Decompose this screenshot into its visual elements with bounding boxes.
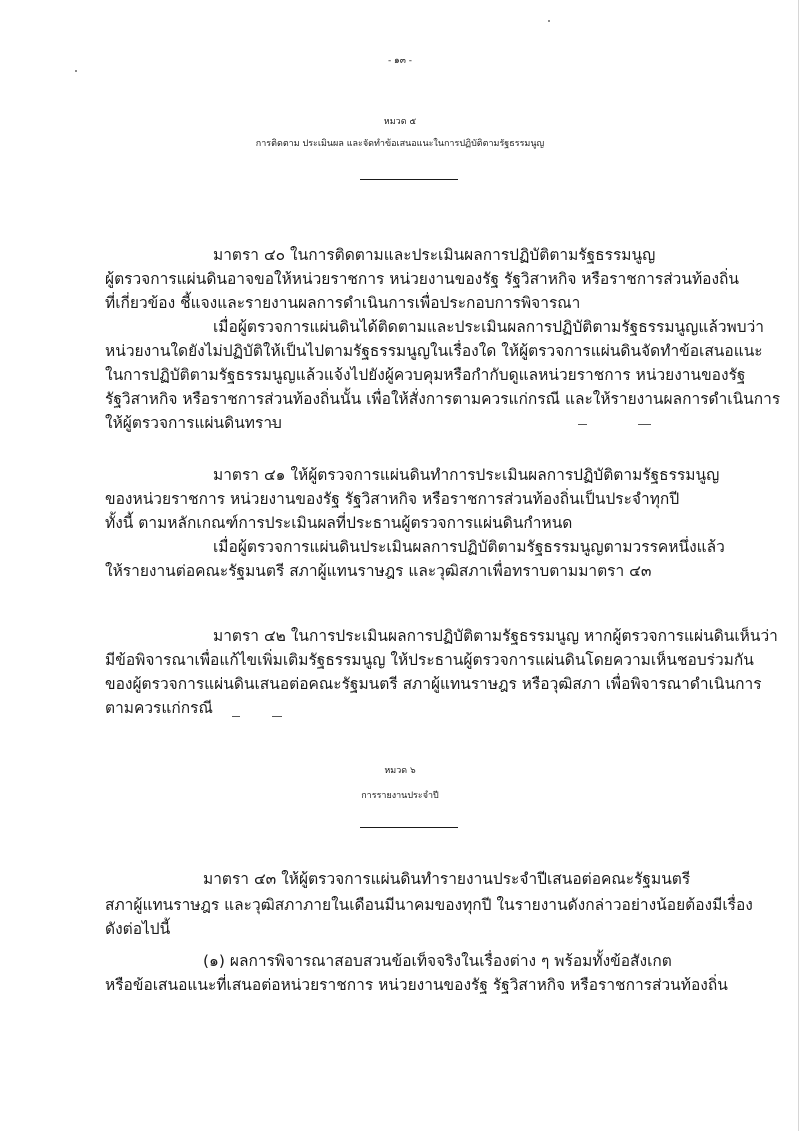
scan-mark <box>232 716 240 717</box>
scan-mark <box>272 716 282 717</box>
chapter-heading: หมวด ๖ <box>384 766 416 776</box>
section-42-line-3: ของผู้ตรวจการแผ่นดินเสนอต่อคณะรัฐมนตรี สภาผู้แทนราษฎร หรือวุฒิสภา เพื่อพิจารณาดำเนินการ <box>105 675 762 693</box>
section-43-line-2: สภาผู้แทนราษฎร และวุฒิสภาภายในเดือนมีนาคมของทุกปี ในรายงานดังกล่าวอย่างน้อยต้องมีเรื่อง <box>105 896 753 914</box>
section-41-line-3: ทั้งนี้ ตามหลักเกณฑ์การประเมินผลที่ประธานผู้ตรวจการแผ่นดินกำหนด <box>105 514 573 532</box>
chapter-title: การติดตาม ประเมินผล และจัดทำข้อเสนอแนะในการปฏิบัติตามรัฐธรรมนูญ <box>255 139 545 149</box>
section-40-line-3: ที่เกี่ยวข้อง ชี้แจงและรายงานผลการดำเนินการเพื่อประกอบการพิจารณา <box>105 294 581 312</box>
scan-mark <box>270 424 277 425</box>
section-41-line-4: เมื่อผู้ตรวจการแผ่นดินประเมินผลการปฏิบัติตามรัฐธรรมนูญตามวรรคหนึ่งแล้ว <box>213 538 725 556</box>
section-42-line-4: ตามควรแก่กรณี <box>105 699 213 717</box>
scan-mark <box>638 424 651 425</box>
section-40-line-6: ในการปฏิบัติตามรัฐธรรมนูญแล้วแจ้งไปยังผู้ควบคุมหรือกำกับดูแลหน่วยราชการ หน่วยงานของรัฐ <box>105 366 746 384</box>
section-40-line-2: ผู้ตรวจการแผ่นดินอาจขอให้หน่วยราชการ หน่วยงานของรัฐ รัฐวิสาหกิจ หรือราชการส่วนท้องถิ่น <box>105 270 740 288</box>
section-40-line-7: รัฐวิสาหกิจ หรือราชการส่วนท้องถิ่นนั้น เพื่อให้สั่งการตามควรแก่กรณี และให้รายงานผลการดำเนินการ <box>105 390 781 408</box>
scan-speck <box>548 20 550 22</box>
scan-mark <box>578 424 587 425</box>
page-number: - ๑๓ - <box>387 56 413 66</box>
section-40-line-4: เมื่อผู้ตรวจการแผ่นดินได้ติดตามและประเมินผลการปฏิบัติตามรัฐธรรมนูญแล้วพบว่า <box>213 318 765 336</box>
scan-edge-line <box>798 0 799 1131</box>
section-40-line-1: มาตรา ๔๐ ในการติดตามและประเมินผลการปฏิบัติตามรัฐธรรมนูญ <box>213 246 656 264</box>
section-43-line-1: มาตรา ๔๓ ให้ผู้ตรวจการแผ่นดินทำรายงานประจำปีเสนอต่อคณะรัฐมนตรี <box>203 870 691 888</box>
section-43-item-1-line-1: (๑) ผลการพิจารณาสอบสวนข้อเท็จจริงในเรื่องต่าง ๆ พร้อมทั้งข้อสังเกต <box>203 952 672 970</box>
section-40-line-8: ให้ผู้ตรวจการแผ่นดินทราบ <box>105 414 282 432</box>
chapter-heading: หมวด ๕ <box>383 117 417 127</box>
section-41-line-2: ของหน่วยราชการ หน่วยงานของรัฐ รัฐวิสาหกิจ หรือราชการส่วนท้องถิ่นเป็นประจำทุกปี <box>105 490 680 508</box>
section-43-line-3: ดังต่อไปนี้ <box>105 920 171 938</box>
section-43-item-1-line-2: หรือข้อเสนอแนะที่เสนอต่อหน่วยราชการ หน่วยงานของรัฐ รัฐวิสาหกิจ หรือราชการส่วนท้องถิ่น <box>105 976 728 994</box>
section-42-line-1: มาตรา ๔๒ ในการประเมินผลการปฏิบัติตามรัฐธรรมนูญ หากผู้ตรวจการแผ่นดินเห็นว่า <box>213 627 778 645</box>
section-42-line-2: มีข้อพิจารณาเพื่อแก้ไขเพิ่มเติมรัฐธรรมนูญ ให้ประธานผู้ตรวจการแผ่นดินโดยความเห็นชอบร่วมกัน <box>105 651 754 669</box>
section-divider <box>360 179 458 180</box>
section-divider <box>360 827 458 828</box>
section-41-line-1: มาตรา ๔๑ ให้ผู้ตรวจการแผ่นดินทำการประเมินผลการปฏิบัติตามรัฐธรรมนูญ <box>213 466 720 484</box>
chapter-title: การรายงานประจำปี <box>361 791 439 801</box>
section-40-line-5: หน่วยงานใดยังไม่ปฏิบัติให้เป็นไปตามรัฐธรรมนูญในเรื่องใด ให้ผู้ตรวจการแผ่นดินจัดทำข้อเสนอแนะ <box>105 342 763 360</box>
section-41-line-5: ให้รายงานต่อคณะรัฐมนตรี สภาผู้แทนราษฎร และวุฒิสภาเพื่อทราบตามมาตรา ๔๓ <box>105 562 652 580</box>
